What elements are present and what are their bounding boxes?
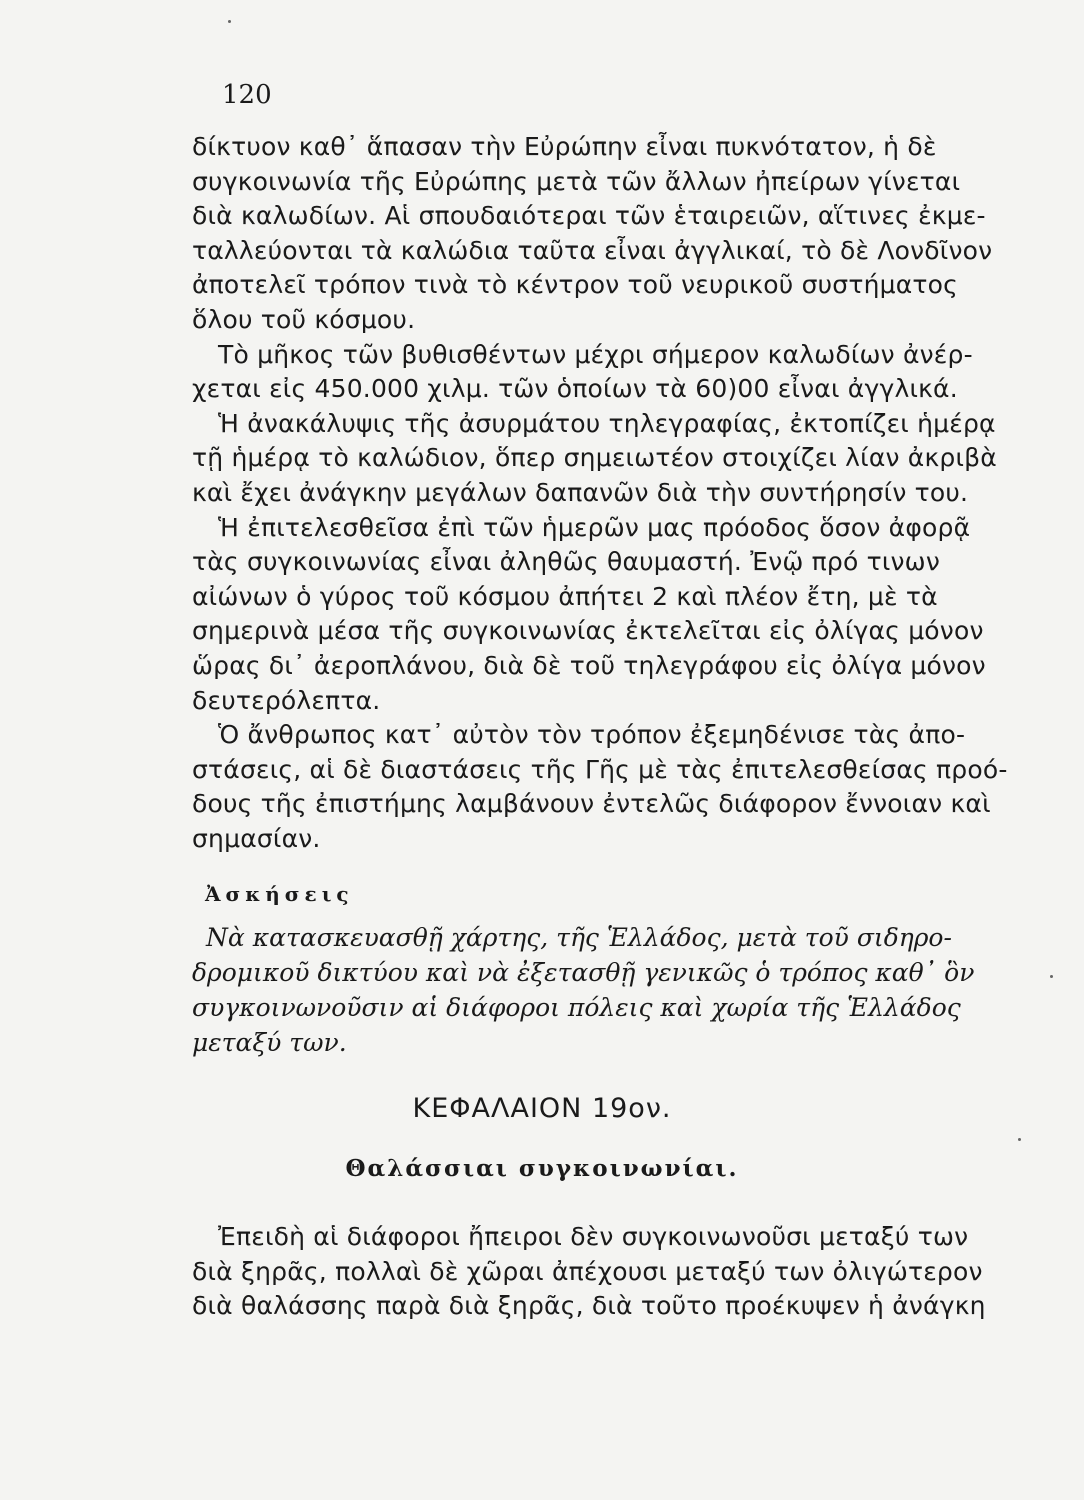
text-line: διὰ καλωδίων. Αἱ σπουδαιότεραι τῶν ἑταιρειῶν, αἵτινες ἐκμε- bbox=[192, 201, 986, 231]
text-line: σημερινὰ μέσα τῆς συγκοινωνίας ἐκτελεῖται εἰς ὀλίγας μόνον bbox=[192, 616, 984, 646]
text-line: στάσεις, αἱ δὲ διαστάσεις τῆς Γῆς μὲ τὰς ἐπιτελεσθείσας προό- bbox=[192, 754, 1008, 784]
text-line: δίκτυον καθ᾽ ἅπασαν τὴν Εὐρώπην εἶναι πυκνότατον, ἡ δὲ bbox=[192, 132, 937, 161]
text-line: τὰς συγκοινωνίας εἶναι ἀληθῶς θαυμαστή. Ἐνῷ πρό τινων bbox=[192, 547, 940, 577]
text-line: Ἡ ἀνακάλυψις τῆς ἀσυρμάτου τηλεγραφίας, ἐκτοπίζει ἡμέρᾳ bbox=[218, 408, 996, 438]
text-line: ὅλου τοῦ κόσμου. bbox=[192, 304, 416, 334]
text-line: Ἡ ἐπιτελεσθεῖσα ἐπὶ τῶν ἡμερῶν μας πρόοδος ὅσον ἀφορᾷ bbox=[218, 512, 971, 542]
print-speck bbox=[1018, 1138, 1021, 1141]
exercise-line: δρομικοῦ δικτύου καὶ νὰ ἐξετασθῇ γενικῶς ὁ τρόπος καθ᾽ ὃν bbox=[192, 958, 975, 987]
text-line: Ὁ ἄνθρωπος κατ᾽ αὐτὸν τὸν τρόπον ἐξεμηδένισε τὰς ἀπο- bbox=[218, 720, 966, 750]
exercise-line: Νὰ κατασκευασθῇ χάρτης, τῆς Ἑλλάδος, μετὰ τοῦ σιδηρο- bbox=[206, 923, 952, 952]
text-line: διὰ ξηρᾶς, πολλαὶ δὲ χῶραι ἀπέχουσι μεταξύ των ὀλιγώτερον bbox=[192, 1256, 983, 1286]
text-line: ἀποτελεῖ τρόπον τινὰ τὸ κέντρον τοῦ νευρικοῦ συστήματος bbox=[192, 270, 959, 300]
text-line: ὥρας δι᾽ ἀεροπλάνου, διὰ δὲ τοῦ τηλεγράφου εἰς ὀλίγα μόνον bbox=[192, 650, 986, 680]
text-line: συγκοινωνία τῆς Εὐρώπης μετὰ τῶν ἄλλων ἠπείρων γίνεται bbox=[192, 166, 961, 196]
text-line: δευτερόλεπτα. bbox=[192, 685, 381, 715]
section-title: Θαλάσσιαι συγκοινωνίαι. bbox=[345, 1155, 739, 1182]
text-line: χεται εἰς 450.000 χιλμ. τῶν ὁποίων τὰ 60)00 εἶναι ἀγγλικά. bbox=[192, 374, 958, 404]
text-line: διὰ θαλάσσης παρὰ διὰ ξηρᾶς, διὰ τοῦτο προέκυψεν ἡ ἀνάγκη bbox=[192, 1291, 986, 1321]
text-line: αἰώνων ὁ γύρος τοῦ κόσμου ἀπήτει 2 καὶ πλέον ἔτη, μὲ τὰ bbox=[192, 581, 938, 611]
page-number: 120 bbox=[222, 80, 272, 110]
text-line: Ἐπειδὴ αἱ διάφοροι ἤπειροι δὲν συγκοινωνοῦσι μεταξύ των bbox=[218, 1222, 969, 1251]
exercises-heading: Ἀσκήσεις bbox=[205, 882, 354, 906]
print-speck bbox=[1050, 975, 1053, 978]
print-speck bbox=[228, 20, 231, 23]
text-line: καὶ ἔχει ἀνάγκην μεγάλων δαπανῶν διὰ τὴν συντήρησίν του. bbox=[192, 477, 969, 507]
exercise-line: συγκοινωνοῦσιν αἱ διάφοροι πόλεις καὶ χωρία τῆς Ἑλλάδος bbox=[192, 993, 961, 1022]
text-line: Τὸ μῆκος τῶν βυθισθέντων μέχρι σήμερον καλωδίων ἀνέρ- bbox=[218, 339, 973, 369]
exercise-text-block bbox=[192, 920, 1037, 1060]
exercise-line: μεταξύ των. bbox=[192, 1028, 347, 1057]
text-line: τῇ ἡμέρᾳ τὸ καλώδιον, ὅπερ σημειωτέον στοιχίζει λίαν ἀκριβὰ bbox=[192, 443, 997, 473]
chapter-title: ΚΕΦΑΛΑΙΟΝ 19ον. bbox=[412, 1093, 672, 1124]
main-text-block bbox=[192, 130, 1032, 856]
text-line: σημασίαν. bbox=[192, 823, 321, 853]
text-line: δους τῆς ἐπιστήμης λαμβάνουν ἐντελῶς διάφορον ἔννοιαν καὶ bbox=[192, 789, 991, 819]
final-text-block bbox=[192, 1220, 1032, 1324]
text-line: ταλλεύονται τὰ καλώδια ταῦτα εἶναι ἀγγλικαί, τὸ δὲ Λονδῖνον bbox=[192, 235, 993, 265]
